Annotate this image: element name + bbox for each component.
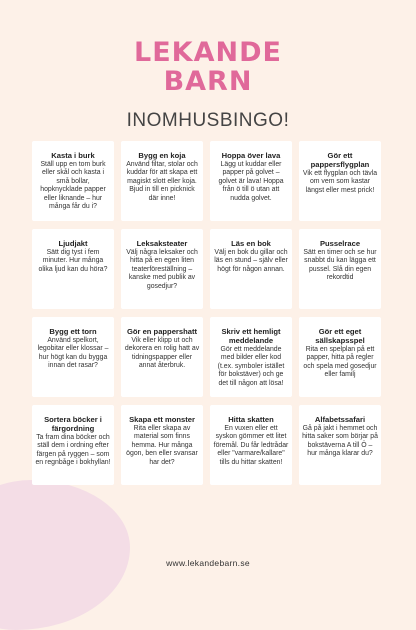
card-title: Gör en pappershatt xyxy=(126,327,198,336)
bingo-card xyxy=(299,317,381,397)
bingo-card xyxy=(210,141,292,221)
card-description: Använd spelkort, legobitar eller klossar – hur högt kan du bygga innan det rasar? xyxy=(37,337,109,370)
card-title: Skapa ett monster xyxy=(129,415,195,424)
logo-line-2: BARN xyxy=(163,66,253,97)
card-description: Gör ett meddelande med bilder eller kod (t.ex. symboler istället för bokstäver) och ge det till någon att lösa! xyxy=(217,346,285,387)
card-title: Skriv ett hemligt meddelande xyxy=(221,327,281,345)
card-title: Gör ett eget sällskapsspel xyxy=(315,327,365,345)
card-description: Välj en bok du gillar och läs en stund – själv eller högt för någon annan. xyxy=(214,249,288,273)
card-title: Hoppa över lava xyxy=(221,151,281,160)
card-description: Vik ett flygplan och tävla om vem som kastar längst eller mest prick! xyxy=(302,170,378,194)
bingo-card xyxy=(121,229,203,309)
bingo-card xyxy=(210,317,292,397)
bingo-card xyxy=(299,405,381,485)
bingo-card xyxy=(32,229,114,309)
card-description: En vuxen eller ett syskon gömmer ett litet föremål. Du får ledtrådar eller "varmare/kallare" tills du hittar skatten! xyxy=(213,425,289,466)
card-title: Kasta i burk xyxy=(51,151,95,160)
bingo-card xyxy=(210,229,292,309)
card-description: Rita en spelplan på ett papper, hitta på regler och spela med gosedjur eller familj xyxy=(303,346,377,379)
card-description: Sätt dig tyst i fem minuter. Hur många olika ljud kan du höra? xyxy=(38,249,108,273)
logo xyxy=(0,38,416,96)
card-description: Ställ upp en tom burk eller skål och kasta i små bollar, hopknycklade papper eller liknande – hur många får du i? xyxy=(40,161,106,211)
bingo-card xyxy=(121,405,203,485)
card-title: Leksaksteater xyxy=(136,239,188,248)
card-title: Pusselrace xyxy=(319,239,361,248)
logo-line-1: LEKANDE xyxy=(134,37,282,68)
bingo-card xyxy=(299,141,381,221)
bingo-grid xyxy=(32,141,412,485)
card-title: Sortera böcker i färgordning xyxy=(44,415,102,433)
card-description: Använd filtar, stolar och kuddar för att skapa ett magiskt slott eller koja. Bjud in till en picknick där inne! xyxy=(126,161,198,202)
card-title: Ljudjakt xyxy=(58,239,88,248)
bingo-card xyxy=(32,141,114,221)
card-title: Läs en bok xyxy=(231,239,271,248)
card-description: Lägg ut kuddar eller papper på golvet – golvet är lava! Hoppa från ö till ö utan att nudda golvet. xyxy=(218,161,284,202)
card-title: Bygg en koja xyxy=(138,151,186,160)
card-description: Välj några leksaker och hitta på en egen liten teaterföreställning – kanske med publik av gosedjur? xyxy=(126,249,198,290)
bingo-card xyxy=(121,317,203,397)
card-description: Ta fram dina böcker och ställ dem i ordning efter färgen på ryggen – som en regnbåge i bokhyllan! xyxy=(35,434,111,467)
card-title: Bygg ett torn xyxy=(49,327,97,336)
bingo-card xyxy=(210,405,292,485)
bingo-card xyxy=(32,317,114,397)
website-url: www.lekandebarn.se xyxy=(166,558,250,568)
page-title: INOMHUSBINGO! xyxy=(126,110,290,131)
bingo-card xyxy=(299,229,381,309)
card-title: Hitta skatten xyxy=(228,415,274,424)
card-description: Gå på jakt i hemmet och hitta saker som börjar på bokstäverna A till Ö – hur många klarar du? xyxy=(302,425,378,458)
bingo-card xyxy=(32,405,114,485)
card-title: Alfabetssafari xyxy=(314,415,366,424)
decorative-blob xyxy=(0,480,130,630)
card-description: Sätt en timer och se hur snabbt du kan lägga ett pussel. Slå din egen rekordtid xyxy=(303,249,377,282)
card-title: Gör ett pappersflygplan xyxy=(310,151,370,169)
card-description: Vik eller klipp ut och dekorera en rolig hatt av tidningspapper eller annat återbruk. xyxy=(124,337,200,370)
card-description: Rita eller skapa av material som finns hemma. Hur många ögon, ben eller svansar har det? xyxy=(126,425,198,466)
bingo-card xyxy=(121,141,203,221)
